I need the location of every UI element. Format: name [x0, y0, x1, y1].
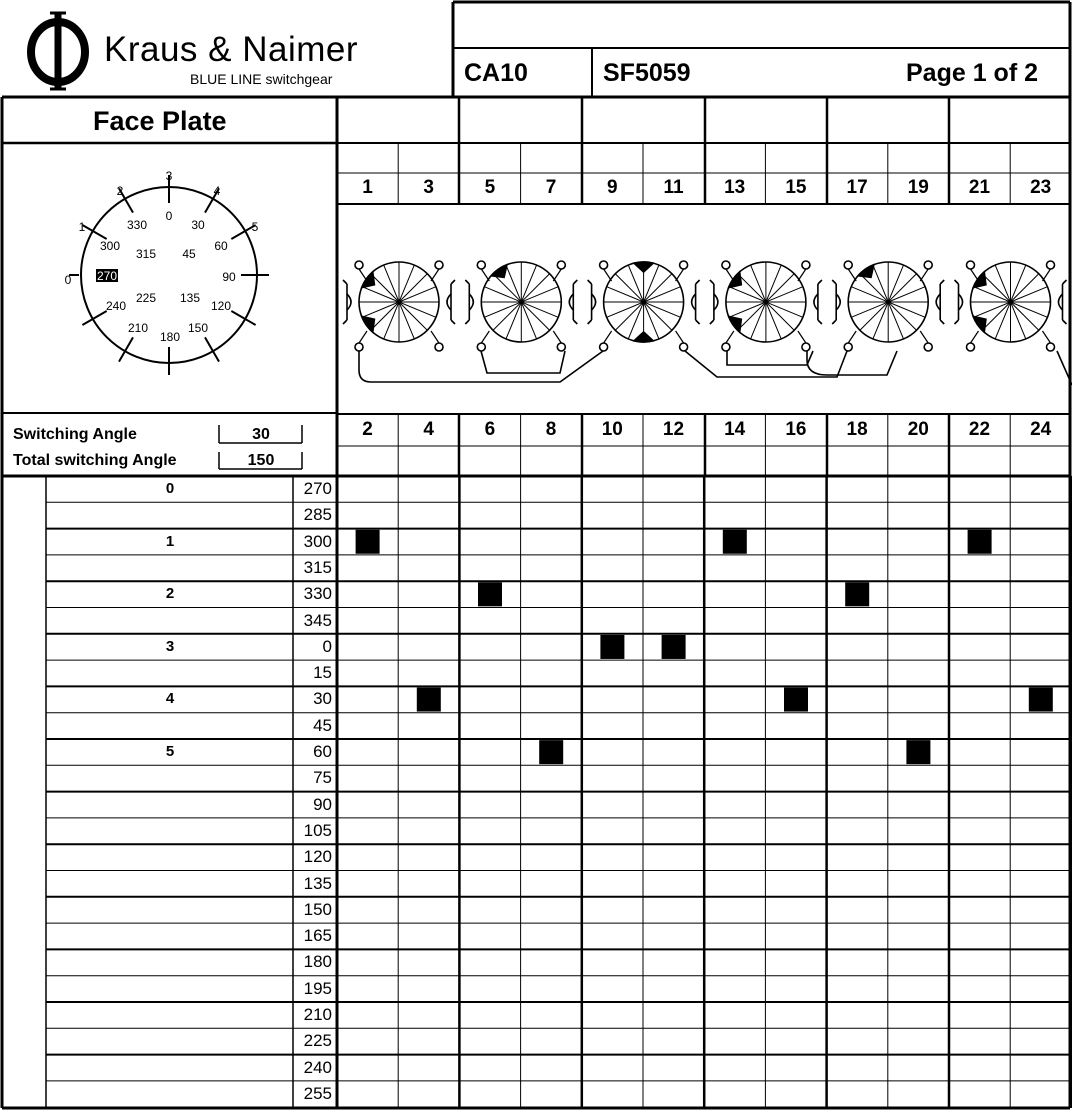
terminal-top-3: 3: [423, 177, 434, 198]
terminal-bottom-6: 6: [484, 419, 496, 440]
closed-contact-mark: [539, 740, 563, 764]
angle-label: 75: [313, 768, 332, 788]
terminal-bottom-16: 16: [785, 419, 807, 440]
angle-label: 315: [303, 557, 332, 577]
terminal-bottom-14: 14: [724, 419, 746, 440]
terminal-top-1: 1: [362, 177, 373, 198]
total-switching-angle-label: Total switching Angle: [13, 452, 177, 469]
angle-label: 30: [313, 689, 332, 709]
dial-angle-240: 240: [105, 299, 127, 313]
kraus-naimer-logo-icon: [22, 8, 94, 92]
angle-label: 0: [322, 636, 332, 656]
terminal-top-5: 5: [484, 177, 496, 198]
terminal-bottom-10: 10: [601, 419, 623, 440]
angle-label: 180: [303, 952, 332, 972]
dial-angle-60: 60: [214, 239, 228, 253]
brand-subtitle: BLUE LINE switchgear: [190, 71, 333, 87]
angle-label: 105: [303, 820, 332, 840]
dial-angle-180: 180: [159, 330, 181, 344]
position-label: 0: [165, 480, 175, 497]
face-plate-title: Face Plate: [93, 106, 227, 136]
dial-label-2: 2: [116, 184, 124, 198]
angle-label: 285: [303, 505, 332, 525]
terminal-top-13: 13: [724, 177, 746, 198]
dial-angle-30: 30: [191, 218, 205, 232]
closed-contact-mark: [1029, 688, 1053, 712]
angle-label: 240: [303, 1057, 332, 1077]
angle-label: 270: [303, 479, 332, 498]
terminal-bottom-12: 12: [662, 419, 685, 440]
terminal-top-23: 23: [1030, 177, 1052, 198]
brand-name: Kraus & Naimer: [104, 30, 359, 69]
terminal-top-15: 15: [785, 177, 807, 198]
terminal-bottom-22: 22: [968, 419, 991, 440]
dial-angle-135: 135: [179, 291, 201, 305]
closed-contact-mark: [478, 582, 502, 606]
dial-angle-210: 210: [127, 321, 149, 335]
position-label: 3: [165, 637, 175, 655]
dial-angle-330: 330: [126, 218, 148, 232]
closed-contact-mark: [906, 740, 930, 764]
dial-angle-315: 315: [135, 247, 157, 261]
dial-angle-45: 45: [182, 247, 196, 261]
switching-angle-value: 30: [252, 426, 270, 443]
total-switching-angle-value: 150: [247, 452, 275, 469]
angle-label: 195: [303, 978, 332, 998]
angle-label: 60: [313, 742, 332, 761]
dial-angle-120: 120: [210, 299, 232, 313]
terminal-bottom-24: 24: [1030, 419, 1052, 440]
dial-label-1: 1: [78, 220, 86, 234]
terminal-top-11: 11: [663, 177, 684, 198]
terminal-top-7: 7: [545, 177, 557, 198]
angle-label: 225: [303, 1031, 332, 1051]
dial-angle-150: 150: [187, 321, 209, 335]
model-code: CA10: [464, 59, 528, 87]
dial-angle-90: 90: [222, 270, 236, 284]
angle-label: 300: [303, 531, 332, 551]
closed-contact-mark: [356, 530, 380, 554]
angle-label: 90: [313, 794, 332, 814]
dial-label-5: 5: [251, 220, 259, 234]
position-label: 5: [165, 743, 175, 760]
angle-label: 345: [303, 610, 332, 630]
position-label: 2: [165, 585, 175, 603]
angle-label: 135: [303, 873, 332, 893]
angle-label: 120: [303, 847, 332, 867]
dial-angle-270: 270: [96, 269, 118, 283]
switching-angle-label: Switching Angle: [13, 426, 137, 443]
angle-label: 150: [303, 899, 332, 919]
angle-label: 210: [303, 1005, 332, 1024]
angle-label: 45: [313, 715, 332, 735]
terminal-bottom-8: 8: [545, 419, 557, 440]
terminal-bottom-4: 4: [423, 419, 434, 440]
closed-contact-mark: [723, 530, 747, 554]
part-number: SF5059: [603, 59, 691, 87]
terminal-bottom-20: 20: [907, 419, 929, 440]
angle-label: 330: [303, 584, 332, 604]
terminal-top-19: 19: [907, 177, 929, 198]
closed-contact-mark: [845, 582, 869, 606]
terminal-top-17: 17: [846, 177, 868, 198]
terminal-top-21: 21: [968, 177, 991, 198]
dial-label-4: 4: [213, 184, 221, 198]
angle-label: 165: [303, 926, 332, 946]
angle-label: 255: [303, 1083, 332, 1103]
closed-contact-mark: [662, 635, 686, 659]
contact-schematic-diagram: [337, 205, 1072, 415]
dial-label-0: 0: [64, 273, 72, 287]
closed-contact-mark: [968, 530, 992, 554]
dial-angle-300: 300: [99, 239, 121, 253]
terminal-bottom-18: 18: [846, 419, 868, 440]
closed-contact-mark: [600, 635, 624, 659]
face-plate-dial: [40, 160, 290, 390]
page-indicator: Page 1 of 2: [906, 59, 1038, 87]
dial-angle-225: 225: [135, 291, 157, 305]
closed-contact-mark: [417, 688, 441, 712]
dial-angle-0: 0: [165, 209, 173, 223]
terminal-bottom-2: 2: [362, 419, 373, 440]
position-label: 4: [165, 690, 175, 708]
dial-label-3: 3: [165, 169, 173, 183]
angle-label: 15: [313, 663, 332, 683]
terminal-top-9: 9: [607, 177, 618, 198]
closed-contact-mark: [784, 688, 808, 712]
position-label: 1: [165, 532, 175, 550]
